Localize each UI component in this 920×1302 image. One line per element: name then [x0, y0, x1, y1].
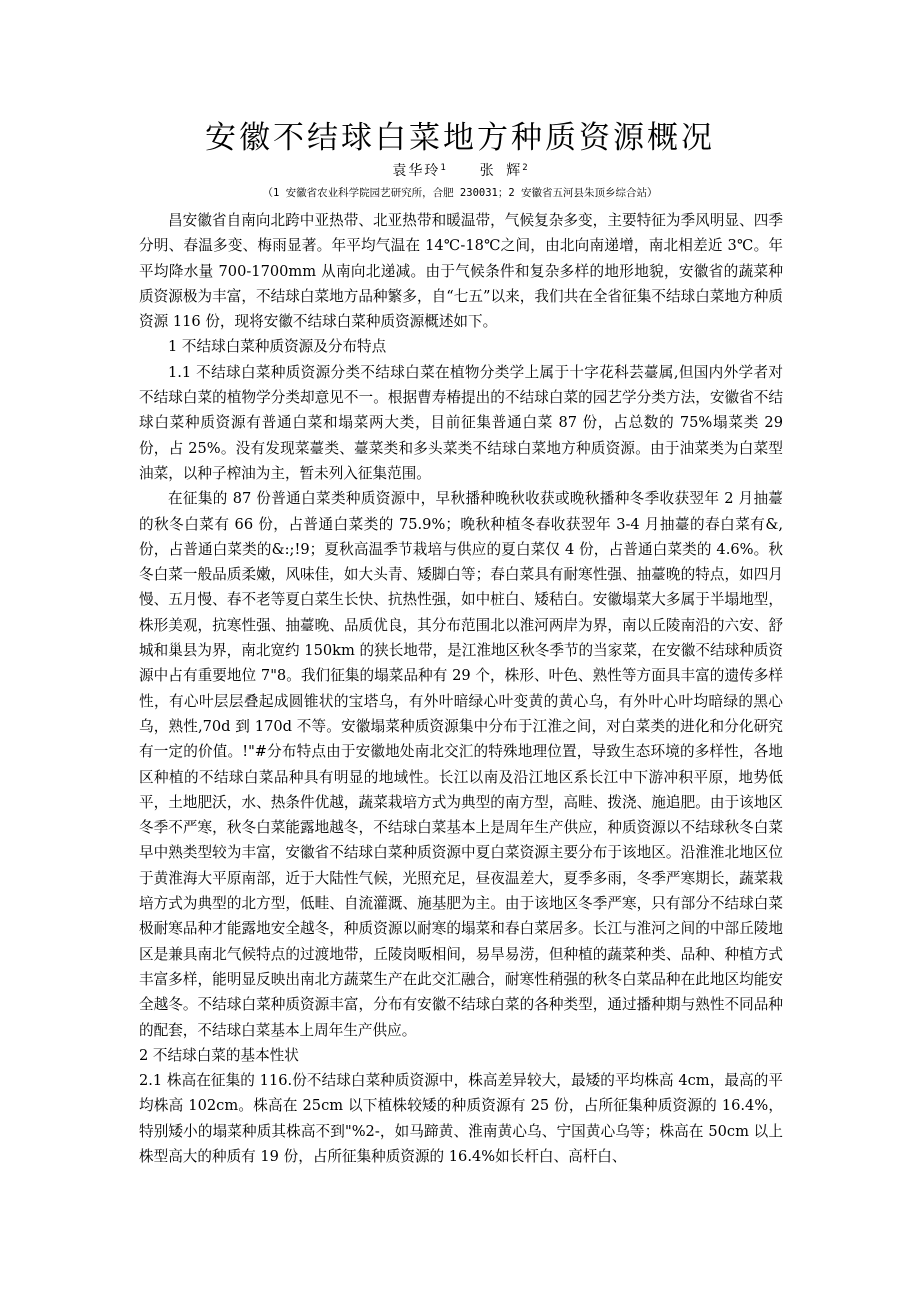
article-body	[139, 208, 783, 1169]
author-line	[0, 160, 920, 180]
paragraph-1-1: 1.1 不结球白菜种质资源分类不结球白菜在植物分类学上属于十字花科芸薹属,但国内外学者对不结球白菜的植物学分类却意见不一。根据曹寿椿提出的不结球白菜的园艺学分类方法，安徽省不结球白菜种质资源有普通白菜和塌菜两大类，目前征集普通白菜 87 份，占总数的 75%塌菜类 29 份，占 25%。没有发现菜薹类、薹菜类和多头菜类不结球白菜地方种质资源。由于油菜类为白菜型油菜，以种子榨油为主，暂未列入征集范围。	[139, 363, 783, 482]
affiliation-line: （1 安徽省农业科学院园艺研究所，合肥 230031；2 安徽省五河县朱顶乡综合站）	[262, 187, 658, 199]
section-heading-1: 1 不结球白菜种质资源及分布特点	[168, 338, 387, 356]
author-1-affiliation-mark: 1	[440, 163, 446, 173]
author-2-affiliation-mark: 2	[522, 163, 528, 173]
section-heading-2: 2 不结球白菜的基本性状	[139, 1046, 299, 1064]
author-1-name: 袁华玲	[392, 163, 441, 179]
paragraph-intro: 昌安徽省自南向北跨中亚热带、北亚热带和暖温带，气候复杂多变，主要特征为季风明显、四季分明、春温多变、梅雨显著。年平均气温在 14℃-18℃之间，由北向南递增，南北相差近 3℃。年平均降水量 700-1700mm 从南向北递减。由于气候条件和复杂多样的地形地貌，安徽省的蔬菜种质资源极为丰富，不结球白菜地方品种繁多，自“七五”以来，我们共在全省征集不结球白菜地方种质资源 116 份，现将安徽不结球白菜种质资源概述如下。	[139, 212, 783, 331]
paragraph-2-1: 2.1 株高在征集的 116.份不结球白菜种质资源中，株高差异较大，最矮的平均株高 4cm，最高的平均株高 102cm。株高在 25cm 以下植株较矮的种质资源有 25 份，占所征集种质资源的 16.4%，特别矮小的塌菜种质其株高不到"%2-，如马蹄黄、淮南黄心乌、宁国黄心乌等；株高在 50cm 以上株型高大的种质有 19 份，占所征集种质资源的 16.4%如长杆白、高杆白、	[139, 1072, 783, 1165]
author-2-name: 张 辉	[479, 163, 523, 179]
page-title: 安徽不结球白菜地方种质资源概况	[205, 120, 715, 156]
paragraph-distribution: 在征集的 87 份普通白菜类种质资源中，早秋播种晚秋收获或晚秋播种冬季收获翌年 2 月抽薹的秋冬白菜有 66 份，占普通白菜类的 75.9%；晚秋种植冬春收获翌年 3-4 月抽薹的春白菜有&,份，占普通白菜类的&:;!9；夏秋高温季节栽培与供应的夏白菜仅 4 份，占普通白菜类的 4.6%。秋冬白菜一般品质柔嫩，风味佳，如大头青、矮脚白等；春白菜具有耐寒性强、抽薹晚的特点，如四月慢、五月慢、春不老等夏白菜生长快、抗热性强，如中桩白、矮秸白。安徽塌菜大多属于半塌地型，株形美观，抗寒性强、抽薹晚、品质优良，其分布范围北以淮河两岸为界，南以丘陵南沿的六安、舒城和巢县为界，南北宽约 150km 的狭长地带，是江淮地区秋冬季节的当家菜，在安徽不结球种质资源中占有重要地位 7"8。我们征集的塌菜品种有 29 个，株形、叶色、熟性等方面具丰富的遗传多样性，有心叶层层叠起成圆锥状的宝塔乌，有外叶暗绿心叶变黄的黄心乌，有外叶心叶均暗绿的黑心乌，熟性,70d 到 170d 不等。安徽塌菜种质资源集中分布于江淮之间，对白菜类的进化和分化研究有一定的价值。!"#分布特点由于安徽地处南北交汇的特殊地理位置，导致生态环境的多样性，各地区种植的不结球白菜品种具有明显的地域性。长江以南及沿江地区系长江中下游冲积平原，地势低平，土地肥沃，水、热条件优越，蔬菜栽培方式为典型的南方型，高畦、拨浇、施追肥。由于该地区冬季不严寒，秋冬白菜能露地越冬，不结球白菜基本上是周年生产供应，种质资源以不结球秋冬白菜早中熟类型较为丰富，安徽省不结球白菜种质资源中夏白菜资源主要分布于该地区。沿淮淮北地区位于黄淮海大平原南部，近于大陆性气候，光照充足，昼夜温差大，夏季多雨，冬季严寒期长，蔬菜栽培方式为典型的北方型，低畦、自流灌溉、施基肥为主。由于该地区冬季严寒，只有部分不结球白菜极耐寒品种才能露地安全越冬，种质资源以耐寒的塌菜和春白菜居多。长江与淮河之间的中部丘陵地区是兼具南北气候特点的过渡地带，丘陵岗畈相间，易旱易涝，但种植的蔬菜种类、品种、种植方式丰富多样，能明显反映出南北方蔬菜生产在此交汇融合，耐寒性稍强的秋冬白菜品种在此地区均能安全越冬。不结球白菜种质资源丰富，分布有安徽不结球白菜的各种类型，通过播种期与熟性不同品种的配套，不结球白菜基本上周年生产供应。	[139, 490, 783, 1039]
